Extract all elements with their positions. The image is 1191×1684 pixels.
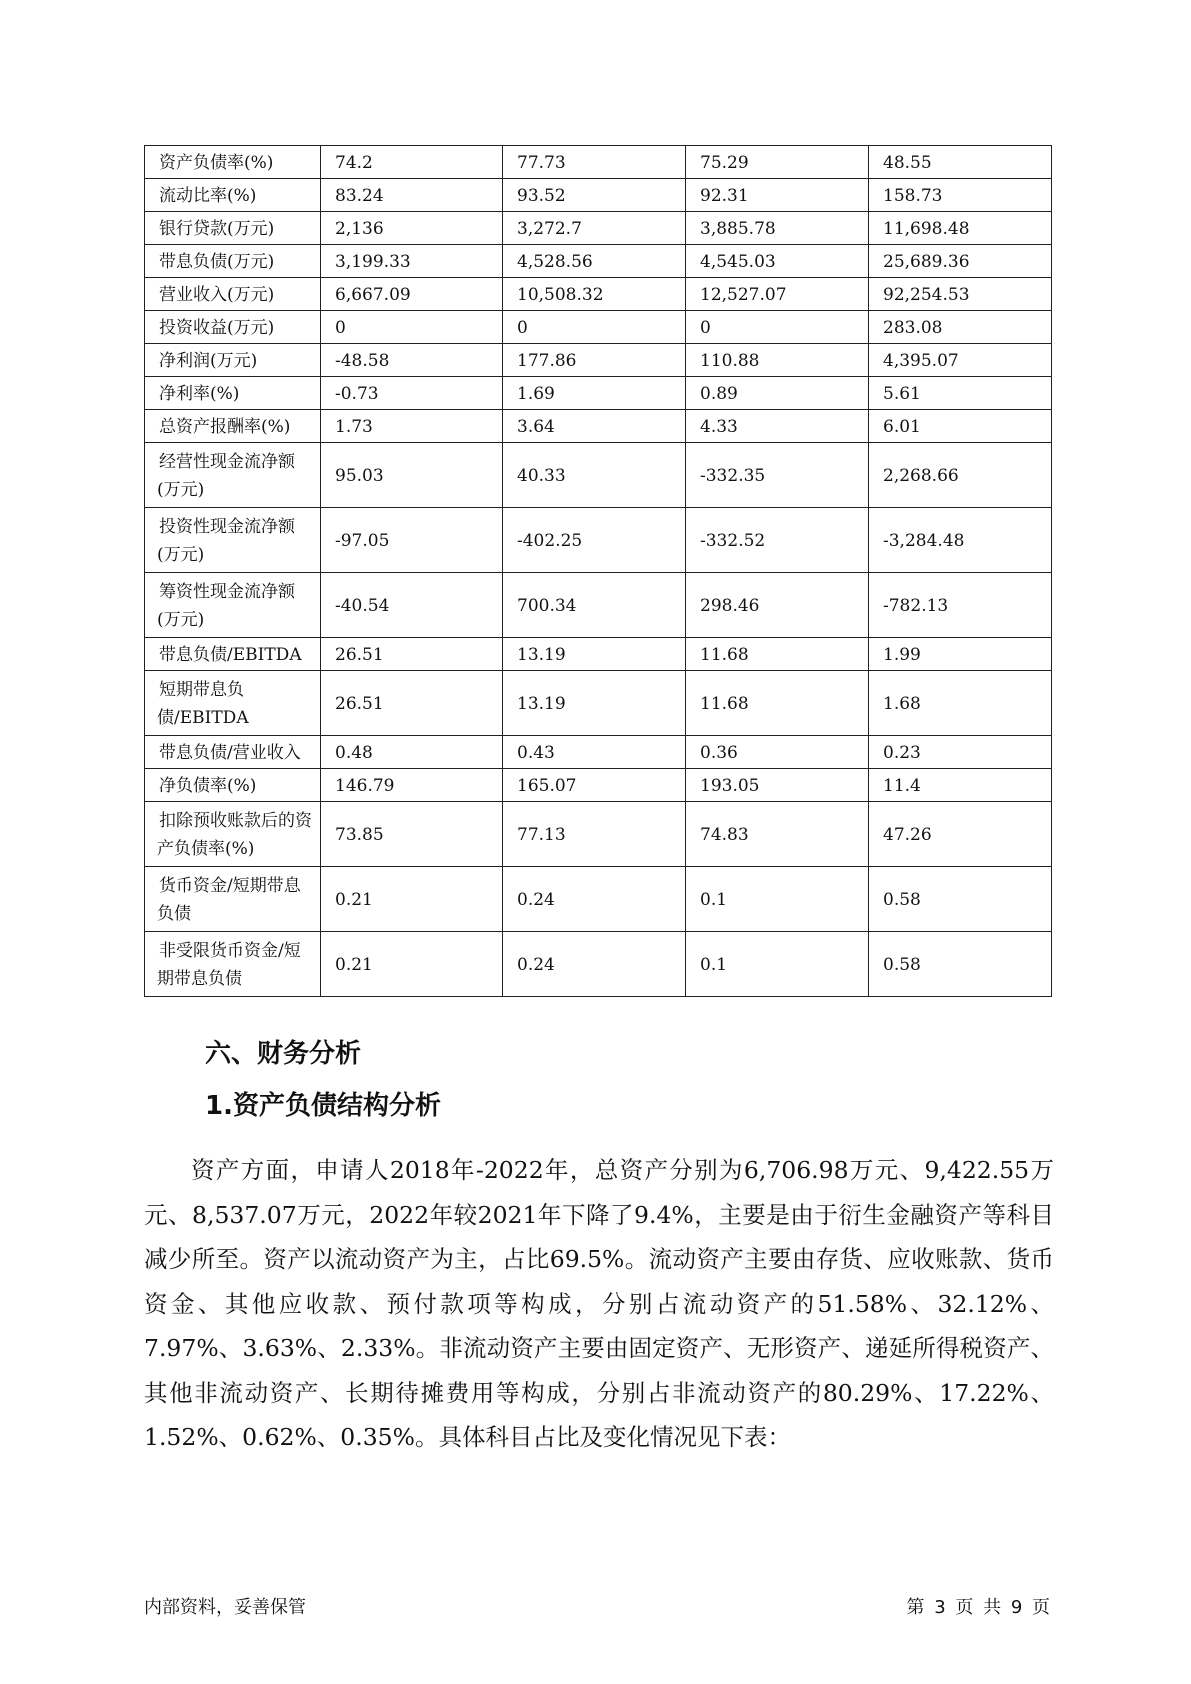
table-cell: 26.51 <box>321 638 503 671</box>
table-cell: 158.73 <box>869 179 1052 212</box>
table-cell: 0.21 <box>321 867 503 932</box>
table-cell: 0.1 <box>686 867 869 932</box>
table-cell: 0.58 <box>869 932 1052 997</box>
table-cell: 92.31 <box>686 179 869 212</box>
table-cell: 283.08 <box>869 311 1052 344</box>
table-cell: 40.33 <box>503 443 686 508</box>
table-cell: -40.54 <box>321 573 503 638</box>
table-cell: -48.58 <box>321 344 503 377</box>
table-cell: 1.68 <box>869 671 1052 736</box>
table-cell: 95.03 <box>321 443 503 508</box>
table-cell: -332.52 <box>686 508 869 573</box>
table-cell: 10,508.32 <box>503 278 686 311</box>
footer-page-number: 第 3 页 共 9 页 <box>906 1597 1050 1618</box>
table-cell: 700.34 <box>503 573 686 638</box>
table-cell: 0 <box>686 311 869 344</box>
table-cell: 6.01 <box>869 410 1052 443</box>
table-cell: 11,698.48 <box>869 212 1052 245</box>
row-label: 总资产报酬率(%) <box>145 410 321 443</box>
table-cell: 0 <box>321 311 503 344</box>
row-label: 银行贷款(万元) <box>145 212 321 245</box>
table-cell: 13.19 <box>503 671 686 736</box>
table-cell: 1.73 <box>321 410 503 443</box>
table-cell: 48.55 <box>869 146 1052 179</box>
table-cell: 12,527.07 <box>686 278 869 311</box>
table-cell: 77.13 <box>503 802 686 867</box>
row-label: 资产负债率(%) <box>145 146 321 179</box>
table-row <box>145 146 1052 179</box>
table-row <box>145 212 1052 245</box>
row-label: 带息负债(万元) <box>145 245 321 278</box>
table-cell: -97.05 <box>321 508 503 573</box>
table-cell: 0.1 <box>686 932 869 997</box>
table-cell: 3.64 <box>503 410 686 443</box>
table-row <box>145 344 1052 377</box>
table-row <box>145 278 1052 311</box>
table-cell: 110.88 <box>686 344 869 377</box>
table-cell: 13.19 <box>503 638 686 671</box>
table-row <box>145 245 1052 278</box>
table-cell: 6,667.09 <box>321 278 503 311</box>
table-cell: 75.29 <box>686 146 869 179</box>
table-row <box>145 671 1052 736</box>
table-cell: 5.61 <box>869 377 1052 410</box>
row-label: 带息负债/营业收入 <box>145 736 321 769</box>
table-cell: 4,528.56 <box>503 245 686 278</box>
table-cell: -782.13 <box>869 573 1052 638</box>
financial-indicators-table <box>144 145 1052 997</box>
row-label: 净负债率(%) <box>145 769 321 802</box>
table-row <box>145 932 1052 997</box>
table-cell: 73.85 <box>321 802 503 867</box>
table-row <box>145 769 1052 802</box>
table-cell: 11.68 <box>686 671 869 736</box>
table-cell: 0.23 <box>869 736 1052 769</box>
table-cell: 0 <box>503 311 686 344</box>
table-row <box>145 573 1052 638</box>
table-cell: 83.24 <box>321 179 503 212</box>
table-cell: 25,689.36 <box>869 245 1052 278</box>
row-label: 净利率(%) <box>145 377 321 410</box>
table-cell: 1.69 <box>503 377 686 410</box>
table-cell: 165.07 <box>503 769 686 802</box>
table-cell: 3,199.33 <box>321 245 503 278</box>
table-cell: 2,268.66 <box>869 443 1052 508</box>
row-label: 经营性现金流净额(万元) <box>145 443 321 508</box>
table-cell: 0.58 <box>869 867 1052 932</box>
table-row <box>145 179 1052 212</box>
table-row <box>145 410 1052 443</box>
row-label: 货币资金/短期带息负债 <box>145 867 321 932</box>
table-cell: 0.24 <box>503 867 686 932</box>
row-label: 投资性现金流净额(万元) <box>145 508 321 573</box>
table-cell: 11.4 <box>869 769 1052 802</box>
row-label: 净利润(万元) <box>145 344 321 377</box>
table-row <box>145 638 1052 671</box>
footer-confidential-note: 内部资料，妥善保管 <box>144 1597 306 1618</box>
table-cell: 3,885.78 <box>686 212 869 245</box>
row-label: 流动比率(%) <box>145 179 321 212</box>
table-cell: 74.2 <box>321 146 503 179</box>
table-body <box>145 146 1052 997</box>
table-row <box>145 802 1052 867</box>
table-cell: 2,136 <box>321 212 503 245</box>
table-cell: 1.99 <box>869 638 1052 671</box>
table-cell: 47.26 <box>869 802 1052 867</box>
table-cell: 0.48 <box>321 736 503 769</box>
table-cell: 0.21 <box>321 932 503 997</box>
table-cell: 4,395.07 <box>869 344 1052 377</box>
subsection-title: 1.资产负债结构分析 <box>205 1091 441 1121</box>
table-row <box>145 867 1052 932</box>
row-label: 投资收益(万元) <box>145 311 321 344</box>
section-title: 六、财务分析 <box>205 1039 362 1069</box>
table-cell: 3,272.7 <box>503 212 686 245</box>
table-cell: 146.79 <box>321 769 503 802</box>
table-cell: 77.73 <box>503 146 686 179</box>
table-cell: 74.83 <box>686 802 869 867</box>
table-row <box>145 377 1052 410</box>
table-cell: 4,545.03 <box>686 245 869 278</box>
table-cell: 0.24 <box>503 932 686 997</box>
row-label: 营业收入(万元) <box>145 278 321 311</box>
table-cell: 298.46 <box>686 573 869 638</box>
table-row <box>145 311 1052 344</box>
table-cell: 0.36 <box>686 736 869 769</box>
row-label: 扣除预收账款后的资产负债率(%) <box>145 802 321 867</box>
table-cell: 0.43 <box>503 736 686 769</box>
row-label: 非受限货币资金/短期带息负债 <box>145 932 321 997</box>
row-label: 带息负债/EBITDA <box>145 638 321 671</box>
table-cell: 11.68 <box>686 638 869 671</box>
table-cell: 0.89 <box>686 377 869 410</box>
table-cell: -3,284.48 <box>869 508 1052 573</box>
row-label: 筹资性现金流净额(万元) <box>145 573 321 638</box>
table-cell: 26.51 <box>321 671 503 736</box>
table-cell: 177.86 <box>503 344 686 377</box>
row-label: 短期带息负债/EBITDA <box>145 671 321 736</box>
table-cell: 4.33 <box>686 410 869 443</box>
table-row <box>145 736 1052 769</box>
table-row <box>145 508 1052 573</box>
table-cell: 93.52 <box>503 179 686 212</box>
table-cell: -402.25 <box>503 508 686 573</box>
table-cell: 92,254.53 <box>869 278 1052 311</box>
table-cell: 193.05 <box>686 769 869 802</box>
body-paragraph: 资产方面，申请人2018年-2022年，总资产分别为6,706.98万元、9,422.55万元、8,537.07万元，2022年较2021年下降了9.4%，主要是由于衍生金融资产等科目减少所至。资产以流动资产为主，占比69.5%。流动资产主要由存货、应收账款、货币资金、其他应收款、预付款项等构成，分别占流动资产的51.58%、32.12%、7.97%、3.63%、2.33%。非流动资产主要由固定资产、无形资产、递延所得税资产、其他非流动资产、长期待摊费用等构成，分别占非流动资产的80.29%、17.22%、1.52%、0.62%、0.35%。具体科目占比及变化情况见下表： <box>144 1156 1054 1451</box>
table-cell: -0.73 <box>321 377 503 410</box>
table-row <box>145 443 1052 508</box>
table-cell: -332.35 <box>686 443 869 508</box>
